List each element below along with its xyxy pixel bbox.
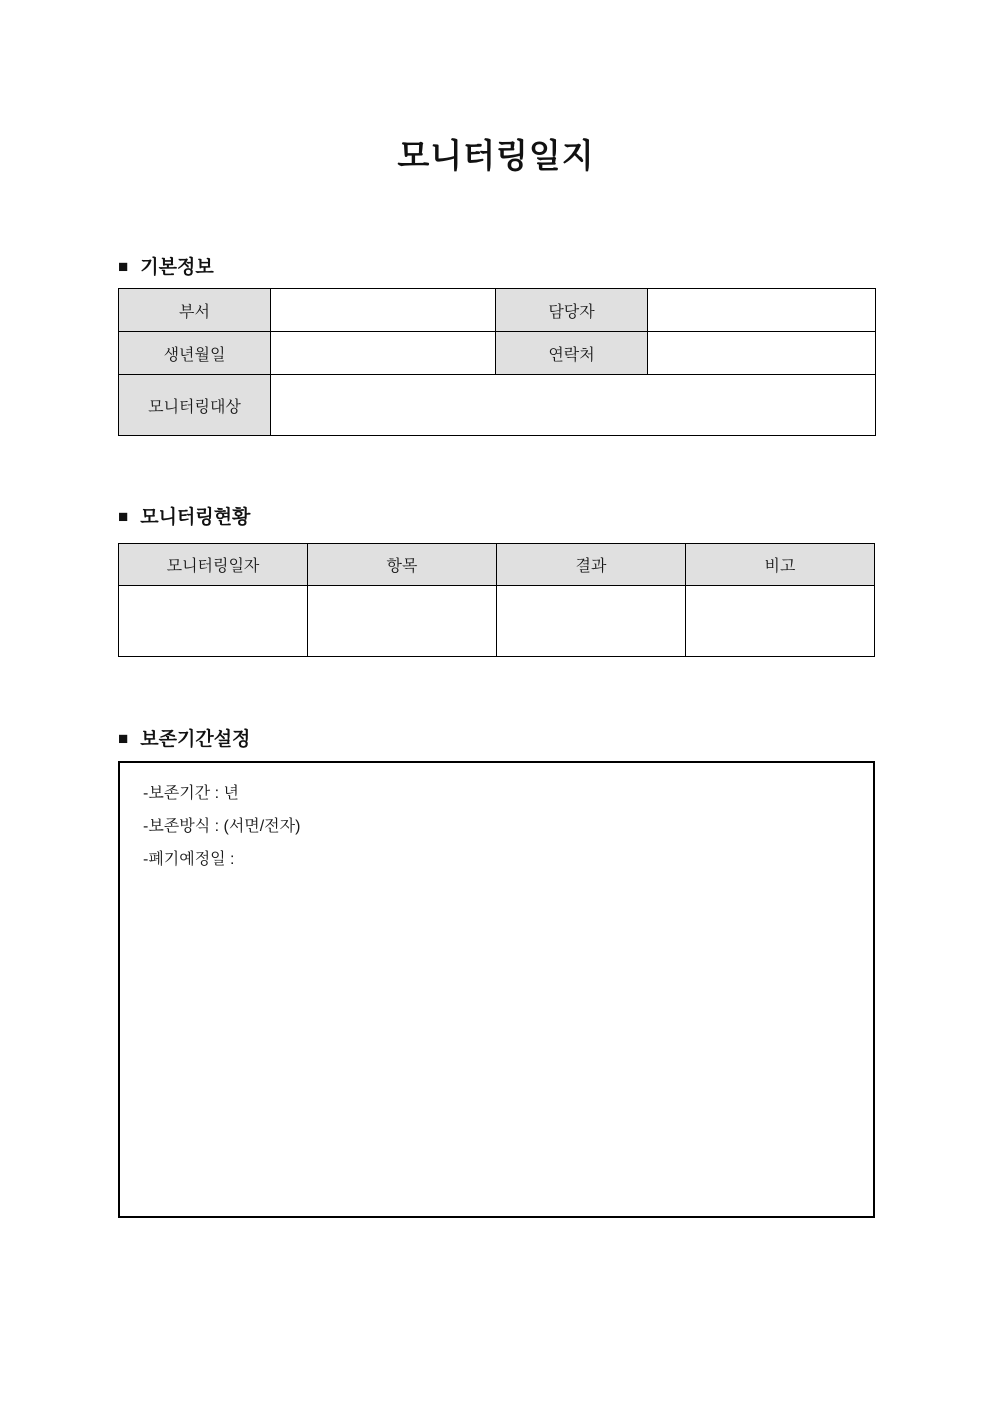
black-square-icon: ■ (118, 257, 129, 276)
black-square-icon: ■ (118, 507, 129, 526)
label-cell-contact: 연락처 (496, 332, 648, 375)
column-header-monitoring-date: 모니터링일자 (119, 544, 308, 586)
input-cell-manager[interactable] (648, 289, 876, 332)
section-heading-retention (118, 724, 250, 751)
retention-settings-box[interactable] (118, 761, 875, 1218)
input-cell-result[interactable] (497, 586, 686, 657)
input-cell-item[interactable] (308, 586, 497, 657)
column-header-note: 비고 (686, 544, 875, 586)
document-title: 모니터링일지 (397, 137, 595, 174)
label-cell-manager: 담당자 (496, 289, 648, 332)
disposal-date-line: -폐기예정일 : (143, 851, 239, 868)
monitoring-status-table (118, 543, 875, 657)
table-row (119, 289, 876, 332)
table-header-row (119, 544, 875, 586)
section-heading-monitoring-status (118, 502, 250, 529)
input-cell-monitoring-target[interactable] (271, 375, 876, 436)
label-cell-birthdate: 생년월일 (119, 332, 271, 375)
retention-method-line: -보존방식 : (서면/전자) (143, 818, 301, 835)
basic-info-table (118, 288, 876, 436)
input-cell-birthdate[interactable] (271, 332, 496, 375)
input-cell-contact[interactable] (648, 332, 876, 375)
column-header-result: 결과 (497, 544, 686, 586)
input-cell-monitoring-date[interactable] (119, 586, 308, 657)
table-row (119, 375, 876, 436)
column-header-item: 항목 (308, 544, 497, 586)
input-cell-department[interactable] (271, 289, 496, 332)
section-heading-basic-info (118, 252, 214, 279)
section-heading-retention-label: 보존기간설정 (140, 729, 251, 750)
label-cell-monitoring-target: 모니터링대상 (119, 375, 271, 436)
black-square-icon: ■ (118, 729, 129, 748)
input-cell-note[interactable] (686, 586, 875, 657)
section-heading-basic-info-label: 기본정보 (140, 257, 214, 278)
label-cell-department: 부서 (119, 289, 271, 332)
table-row (119, 586, 875, 657)
table-row (119, 332, 876, 375)
section-heading-monitoring-status-label: 모니터링현황 (140, 507, 251, 528)
retention-period-line: -보존기간 : 년 (143, 785, 239, 802)
